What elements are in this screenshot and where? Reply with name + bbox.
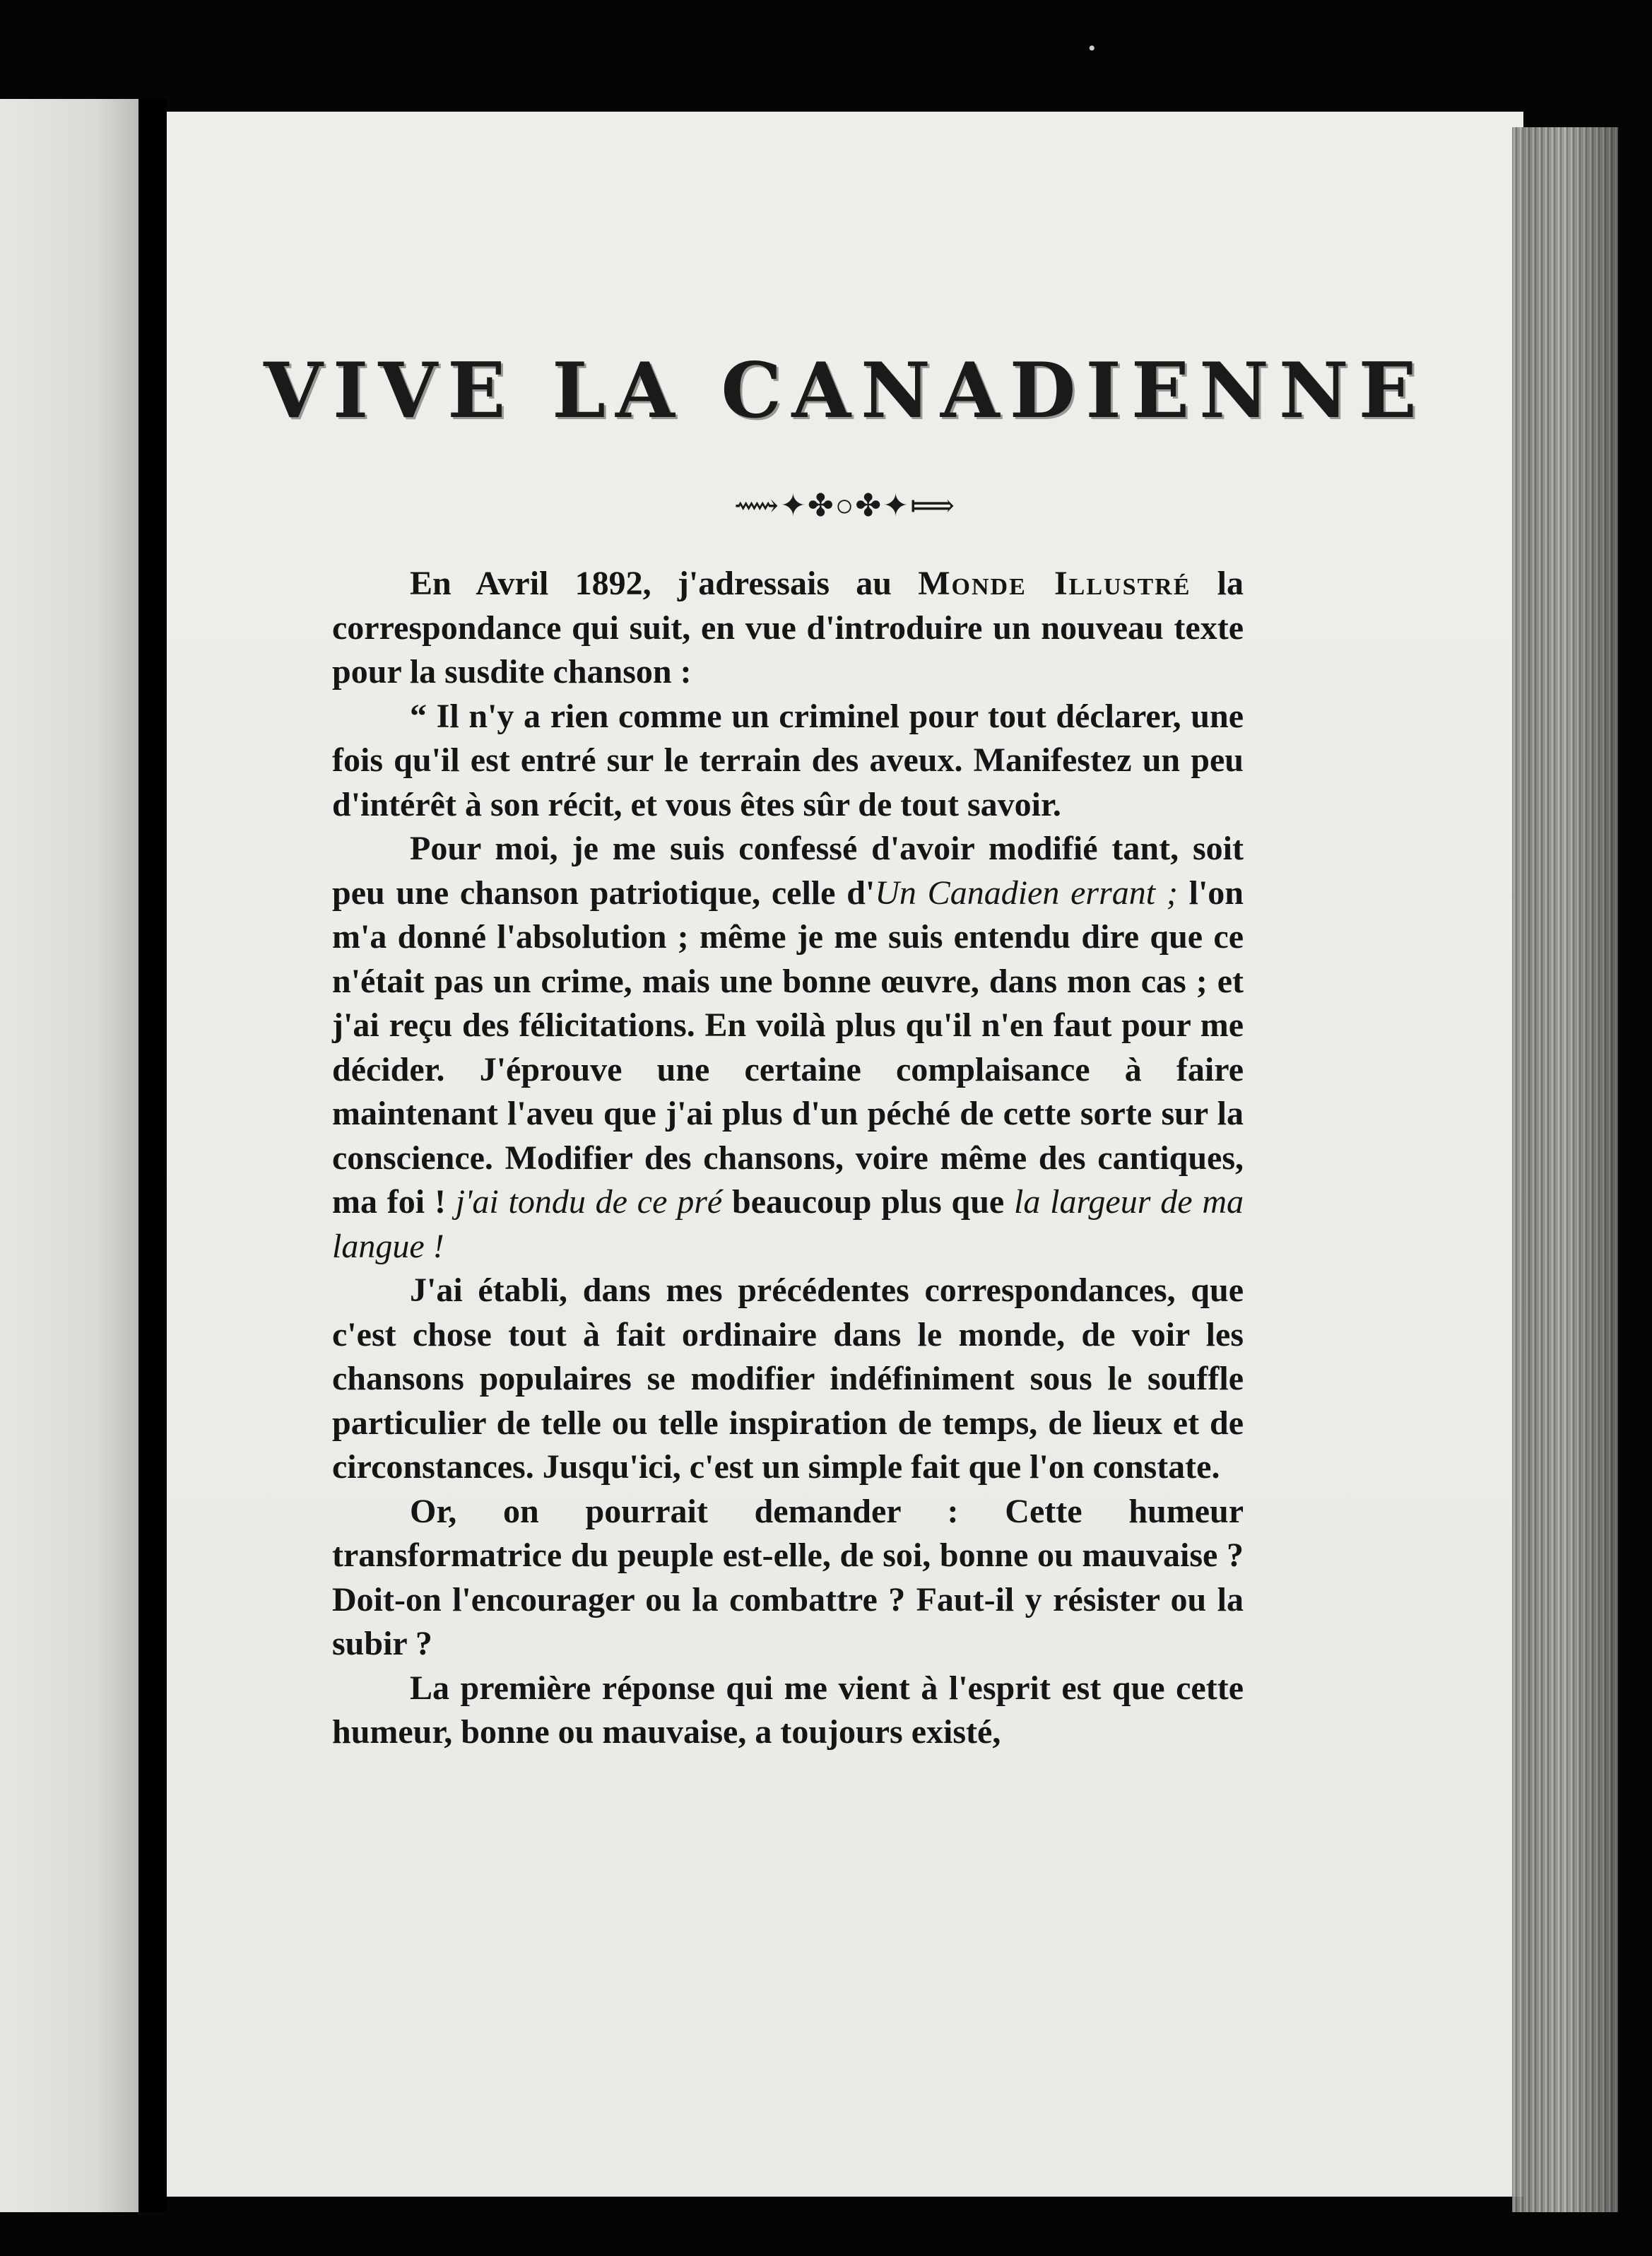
paragraph-3: Pour moi, je me suis confessé d'avoir modifié tant, soit peu une chanson patriotique, celle d'Un Canadien errant ; l'on m'a donné l'absolution ; même je me suis entendu dire que ce n'était pas un crime, mais une bonne œuvre, dans mon cas ; et j'ai reçu des félicitations. En voilà plus qu'il n'en faut pour me décider. J'éprouve une certaine complaisance à faire maintenant l'aveu que j'ai plus d'un péché de cette sorte sur la conscience. Modifier des chansons, voire même des cantiques, ma foi ! j'ai tondu de ce pré beaucoup plus que la largeur de ma langue ! (332, 830, 1244, 1265)
paragraph-4: J'ai établi, dans mes précédentes correspondances, que c'est chose tout à fait ordinaire dans le monde, de voir les chansons populaires se modifier indéfiniment sous le souffle particulier de telle ou telle inspiration de temps, de lieux et de circonstances. Jusqu'ici, c'est un simple fait que l'on constate. (332, 1271, 1244, 1486)
book-gutter (138, 99, 167, 2212)
paragraph-5: Or, on pourrait demander : Cette humeur transformatrice du peuple est-elle, de soi, bonne ou mauvaise ? Doit-on l'encourager ou la combattre ? Faut-il y résister ou la subir ? (332, 1492, 1244, 1662)
body-text (332, 562, 1244, 1755)
paragraph-6: La première réponse qui me vient à l'esprit est que cette humeur, bonne ou mauvaise, a toujours existé, (332, 1669, 1244, 1751)
italic-phrase-2: la largeur de ma langue ! (332, 1183, 1244, 1265)
dust-speck: • (1088, 37, 1096, 60)
title-ornament: ⟿✦✤○✤✦⟾ (733, 488, 957, 523)
paragraph-1: En Avril 1892, j'adressais au Monde Illustré la correspondance qui suit, en vue d'introduire un nouveau texte pour la susdite chanson : (332, 565, 1244, 691)
paragraph-2: “ Il n'y a rien comme un criminel pour tout déclarer, une fois qu'il est entré sur le terrain des aveux. Manifestez un peu d'intérêt à son récit, et vous êtes sûr de tout savoir. (332, 697, 1244, 823)
facing-page-edge (0, 99, 138, 2212)
publication-name: Monde Illustré (918, 565, 1191, 602)
italic-phrase-1: j'ai tondu de ce pré (455, 1183, 723, 1221)
song-title: Un Canadien errant ; (875, 874, 1178, 912)
page-stack-shade (1512, 127, 1618, 2212)
chapter-title: VIVE LA CANADIENNE (264, 346, 1427, 435)
